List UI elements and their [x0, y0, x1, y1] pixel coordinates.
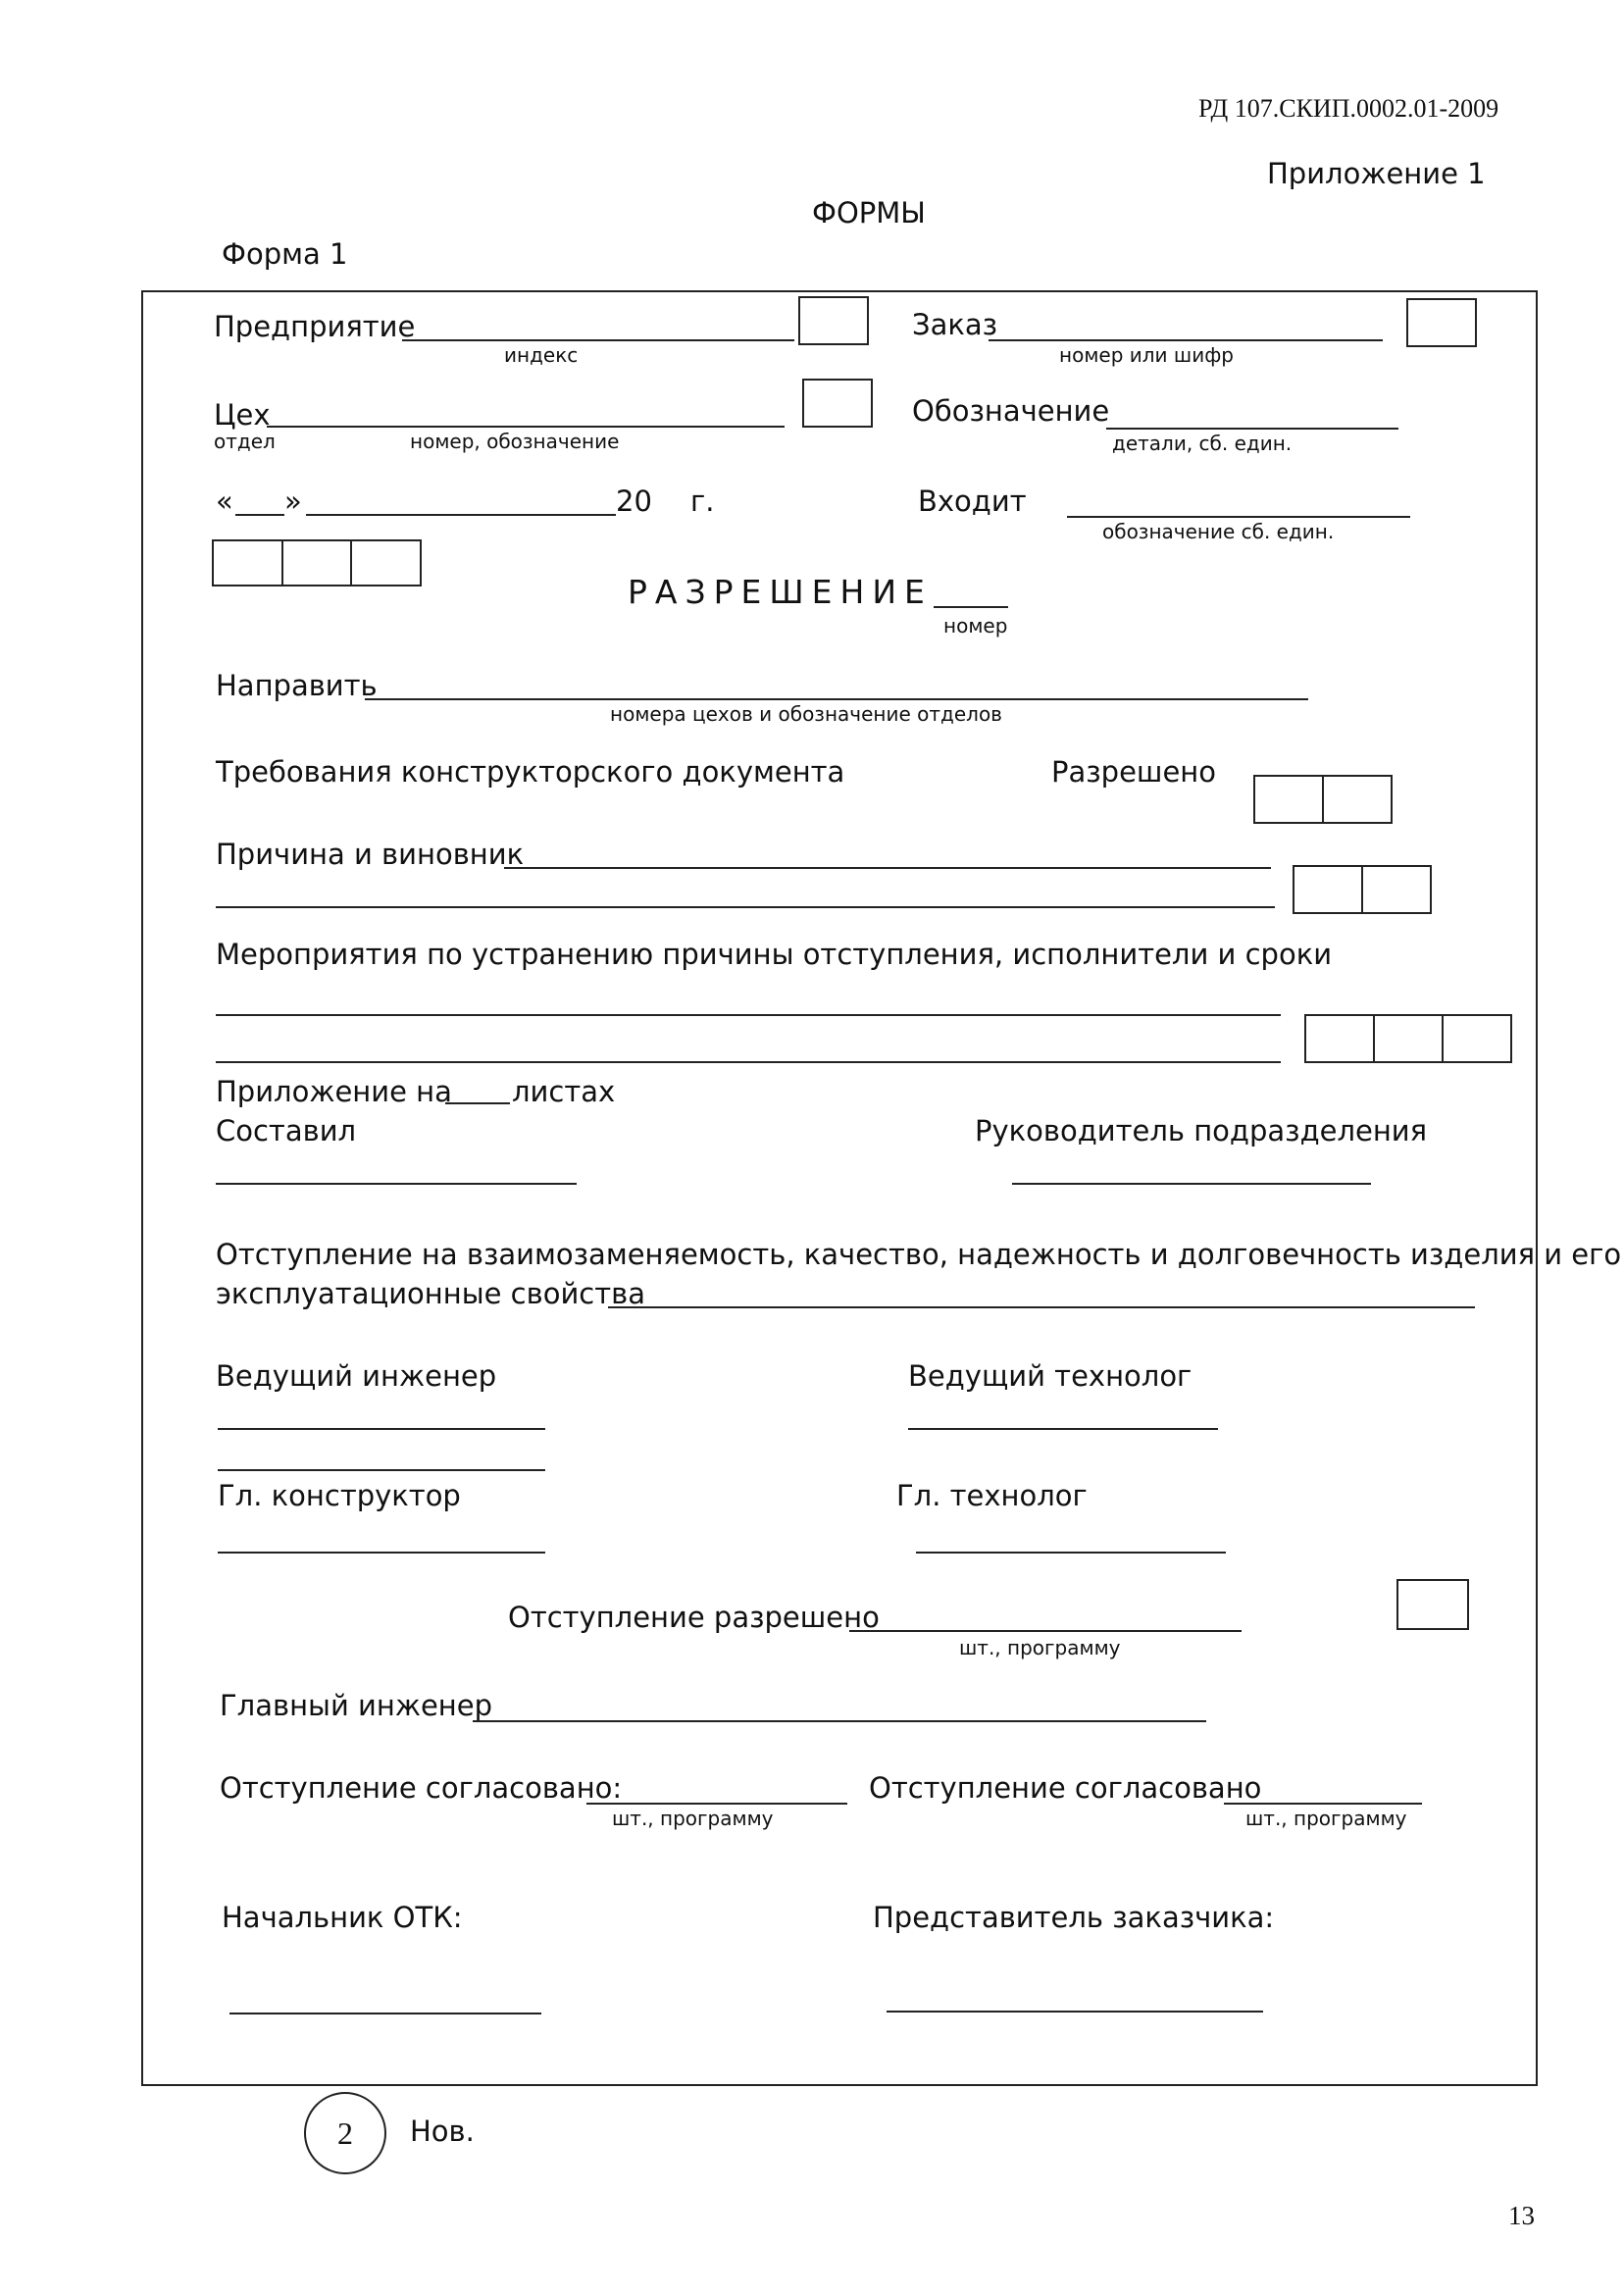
chief-designer-label: Гл. конструктор: [218, 1479, 461, 1512]
compiled-label: Составил: [216, 1114, 357, 1147]
measures-label: Мероприятия по устранению причины отступления, исполнители и сроки: [216, 938, 1333, 971]
date-month-field[interactable]: [306, 514, 616, 516]
allowed-cells[interactable]: [1253, 775, 1393, 824]
included-label: Входит: [918, 484, 1027, 518]
lead-engineer-label: Ведущий инженер: [216, 1359, 497, 1393]
enterprise-label: Предприятие: [214, 310, 416, 343]
order-hint: номер или шифр: [1059, 343, 1234, 367]
form-label: Форма 1: [222, 237, 348, 271]
allowed-label: Разрешено: [1051, 755, 1217, 789]
order-field[interactable]: [989, 339, 1383, 341]
lead-technologist-signature[interactable]: [908, 1428, 1218, 1430]
chief-designer-signature[interactable]: [218, 1552, 545, 1554]
chief-technologist-signature[interactable]: [916, 1552, 1226, 1554]
lead-engineer-signature-2[interactable]: [218, 1469, 545, 1471]
revision-circle: [304, 2092, 386, 2174]
revision-label: Нов.: [410, 2115, 475, 2148]
deviation-agreed-field-2[interactable]: [1224, 1803, 1422, 1805]
otk-head-signature[interactable]: [229, 2013, 541, 2014]
workshop-field[interactable]: [267, 426, 785, 428]
deviation-agreed-hint-2: шт., программу: [1245, 1807, 1407, 1830]
cause-cells[interactable]: [1293, 865, 1432, 914]
order-code-box[interactable]: [1406, 298, 1477, 347]
measures-field-1[interactable]: [216, 1014, 1281, 1016]
workshop-hint: номер, обозначение: [410, 430, 620, 453]
compiled-signature-field[interactable]: [216, 1183, 577, 1185]
permit-title: РАЗРЕШЕНИЕ: [628, 573, 933, 611]
cause-field-2[interactable]: [216, 906, 1275, 908]
lead-technologist-label: Ведущий технолог: [908, 1359, 1193, 1393]
date-day-field[interactable]: [235, 514, 284, 516]
send-hint: номера цехов и обозначение отделов: [610, 702, 1002, 726]
year-suffix: г.: [690, 484, 715, 518]
cause-field-1[interactable]: [504, 867, 1271, 869]
designation-field[interactable]: [1106, 428, 1398, 430]
included-field[interactable]: [1067, 516, 1410, 518]
cause-label: Причина и виновник: [216, 838, 525, 871]
send-label: Направить: [216, 669, 378, 702]
attachment-sheets-field[interactable]: [445, 1102, 510, 1104]
date-open-quote: «: [216, 484, 233, 518]
attachment-suffix: листах: [512, 1075, 616, 1108]
year-prefix: 20: [616, 484, 652, 518]
deviation-agreed-hint-1: шт., программу: [612, 1807, 774, 1830]
head-label: Руководитель подразделения: [975, 1114, 1428, 1147]
deviation-line-1: Отступление на взаимозаменяемость, качество, надежность и долговечность изделия и его: [216, 1238, 1622, 1271]
revision-number: 2: [337, 2115, 353, 2151]
workshop-label: Цех: [214, 398, 271, 432]
deviation-allowed-field[interactable]: [849, 1630, 1242, 1632]
deviation-allowed-hint: шт., программу: [959, 1636, 1121, 1659]
deviation-allowed-label: Отступление разрешено: [508, 1601, 880, 1634]
chief-technologist-label: Гл. технолог: [896, 1479, 1088, 1512]
permit-number-field[interactable]: [934, 606, 1008, 608]
deviation-allowed-box[interactable]: [1396, 1579, 1469, 1630]
workshop-code-box[interactable]: [802, 379, 873, 428]
permit-number-hint: номер: [943, 614, 1008, 637]
requirements-label: Требования конструкторского документа: [216, 755, 845, 789]
section-title: ФОРМЫ: [812, 196, 926, 229]
attachment-prefix: Приложение на: [216, 1075, 452, 1108]
measures-cells[interactable]: [1304, 1014, 1512, 1063]
designation-label: Обозначение: [912, 394, 1110, 428]
deviation-agreed-label: Отступление согласовано: [869, 1771, 1262, 1805]
page-number: 13: [1508, 2201, 1535, 2230]
enterprise-field[interactable]: [402, 339, 794, 341]
deviation-field[interactable]: [608, 1306, 1475, 1308]
lead-engineer-signature[interactable]: [218, 1428, 545, 1430]
three-cell-box[interactable]: [212, 539, 422, 586]
chief-engineer-field[interactable]: [473, 1720, 1206, 1722]
designation-hint: детали, сб. един.: [1112, 432, 1293, 455]
enterprise-code-box[interactable]: [798, 296, 869, 345]
deviation-line-2: эксплуатационные свойства: [216, 1277, 646, 1310]
customer-rep-signature[interactable]: [887, 2011, 1263, 2013]
otk-head-label: Начальник ОТК:: [222, 1901, 463, 1934]
head-signature-field[interactable]: [1012, 1183, 1371, 1185]
appendix-label: Приложение 1: [1267, 157, 1486, 190]
deviation-agreed-colon-label: Отступление согласовано:: [220, 1771, 623, 1805]
chief-engineer-label: Главный инженер: [220, 1689, 492, 1722]
deviation-agreed-field-1[interactable]: [586, 1803, 847, 1805]
send-field[interactable]: [365, 698, 1308, 700]
measures-field-2[interactable]: [216, 1061, 1281, 1063]
included-hint: обозначение сб. един.: [1102, 520, 1335, 543]
date-close-quote: »: [284, 484, 302, 518]
customer-rep-label: Представитель заказчика:: [873, 1901, 1275, 1934]
order-label: Заказ: [912, 308, 998, 341]
enterprise-hint: индекс: [504, 343, 579, 367]
document-code: РД 107.СКИП.0002.01-2009: [1198, 94, 1499, 123]
department-label: отдел: [214, 430, 276, 453]
